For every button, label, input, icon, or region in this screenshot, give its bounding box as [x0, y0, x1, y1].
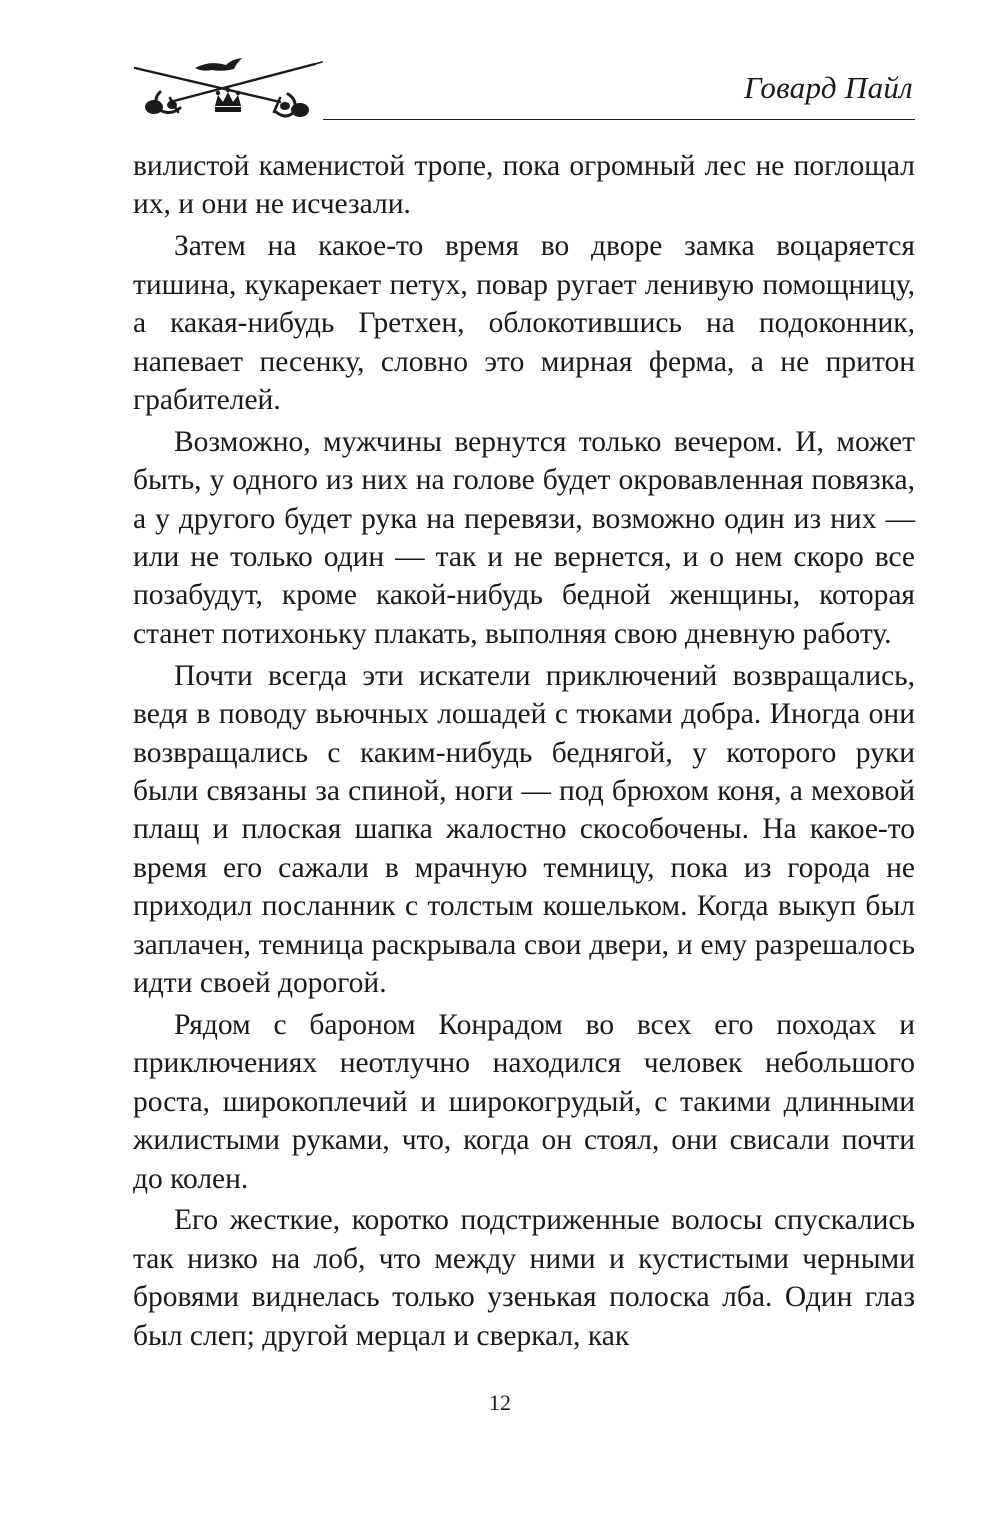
paragraph: Возможно, мужчины вернутся только вечером. И, может быть, у одного из них на голове будет окровавленная повязка, а у другого будет рука на перевязи, возможно один из них — или не только один — так и не вернется, и о нем скоро все позабудут, кроме какой-нибудь бедной женщины, которая станет потихоньку плакать, выполняя свою дневную работу.: [133, 425, 915, 650]
page-number: 12: [489, 1390, 511, 1415]
paragraph: вилистой каменистой тропе, пока огромный лес не поглощал их, и они не исчезали.: [133, 150, 915, 221]
page-header: [130, 50, 915, 130]
paragraph: Рядом с бароном Конрадом во всех его походах и приключениях неотлучно находился человек небольшого роста, широкоплечий и широкогрудый, с такими длинными жилистыми руками, что, когда он стоял, они свисали почти до колен.: [133, 1008, 915, 1195]
body-text: [133, 147, 915, 1359]
header-rule: [323, 119, 915, 120]
crossed-swords-crown-bird-icon: [130, 50, 330, 125]
paragraph: Его жесткие, коротко подстриженные волосы спускались так низко на лоб, что между ними и кустистыми черными бровями виднелась только узенькая полоска лба. Один глаз был слеп; другой мерцал и сверкал, как: [133, 1204, 915, 1352]
paragraph: Затем на какое-то время во дворе замка воцаряется тишина, кукарекает петух, повар ругает ленивую помощницу, а какая-нибудь Гретхен, облокотившись на подоконник, напевает песенку, словно это мирная ферма, а не притон грабителей.: [133, 230, 915, 416]
running-title: Говард Пайл: [743, 70, 913, 105]
paragraph: Почти всегда эти искатели приключений возвращались, ведя в поводу вьючных лошадей с тюками добра. Иногда они возвращались с каким-нибудь беднягой, у которого руки были связаны за спиной, ноги — под брюхом коня, а меховой плащ и плоская шапка жалостно скособочены. На какое-то время его сажали в мрачную темницу, пока из города не приходил посланник с толстым кошельком. Когда выкуп был заплачен, темница раскрывала свои двери, и ему разрешалось идти своей дорогой.: [133, 659, 915, 1000]
